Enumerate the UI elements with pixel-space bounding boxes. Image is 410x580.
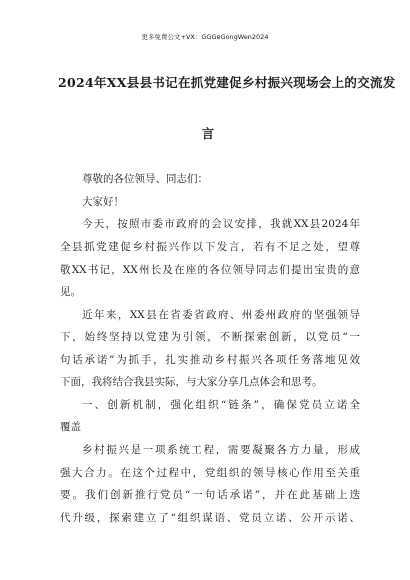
body-line: 下面，我将结合我县实际，与大家分享几点体会和思考。 (60, 376, 323, 388)
body-line: 见。 (60, 286, 81, 298)
body-line: 近年来，XX县在省委省政府、州委州政府的坚强领导 (82, 309, 360, 321)
document-title-line-1: 2024年XX县县书记在抓党建促乡村振兴现场会上的交流发 (58, 75, 396, 90)
body-line: 下，始终坚持以党建为引领，不断探索创新，以党员“一 (60, 331, 360, 343)
section-heading-continued: 覆盖 (60, 421, 81, 433)
greeting: 大家好！ (82, 196, 124, 208)
body-line: 代升级，探索建立了“组织谋语、党员立诺、公开示诺、 (60, 512, 360, 524)
body-line: 乡村振兴是一项系统工程，需要凝聚各方力量，形成 (82, 444, 360, 456)
body-line: 全县抓党建促乡村振兴作以下发言，若有不足之处，望尊 (60, 241, 360, 253)
section-heading: 一、创新机制，强化组织“链条”，确保党员立诺全 (82, 399, 360, 411)
body-line: 要。我们创新推行党员“一句话承诺”，并在此基础上迭 (60, 489, 360, 501)
body-line: 强大合力。在这个过程中，党组织的领导核心作用至关重 (60, 467, 360, 479)
body-line: 句话承诺”为抓手，扎实推动乡村振兴各项任务落地见效 (60, 354, 360, 366)
document-title-line-2: 言 (201, 126, 215, 141)
salutation: 尊敬的各位领导、同志们： (82, 173, 208, 185)
page-header: 更多免费公文+VX：GGGeGongWen2024 (141, 33, 269, 41)
body-line: 今天，按照市委市政府的会议安排，我就XX县2024年 (82, 218, 360, 230)
body-line: 敬XX书记，XX州长及在座的各位领导同志们提出宝贵的意 (60, 264, 360, 276)
